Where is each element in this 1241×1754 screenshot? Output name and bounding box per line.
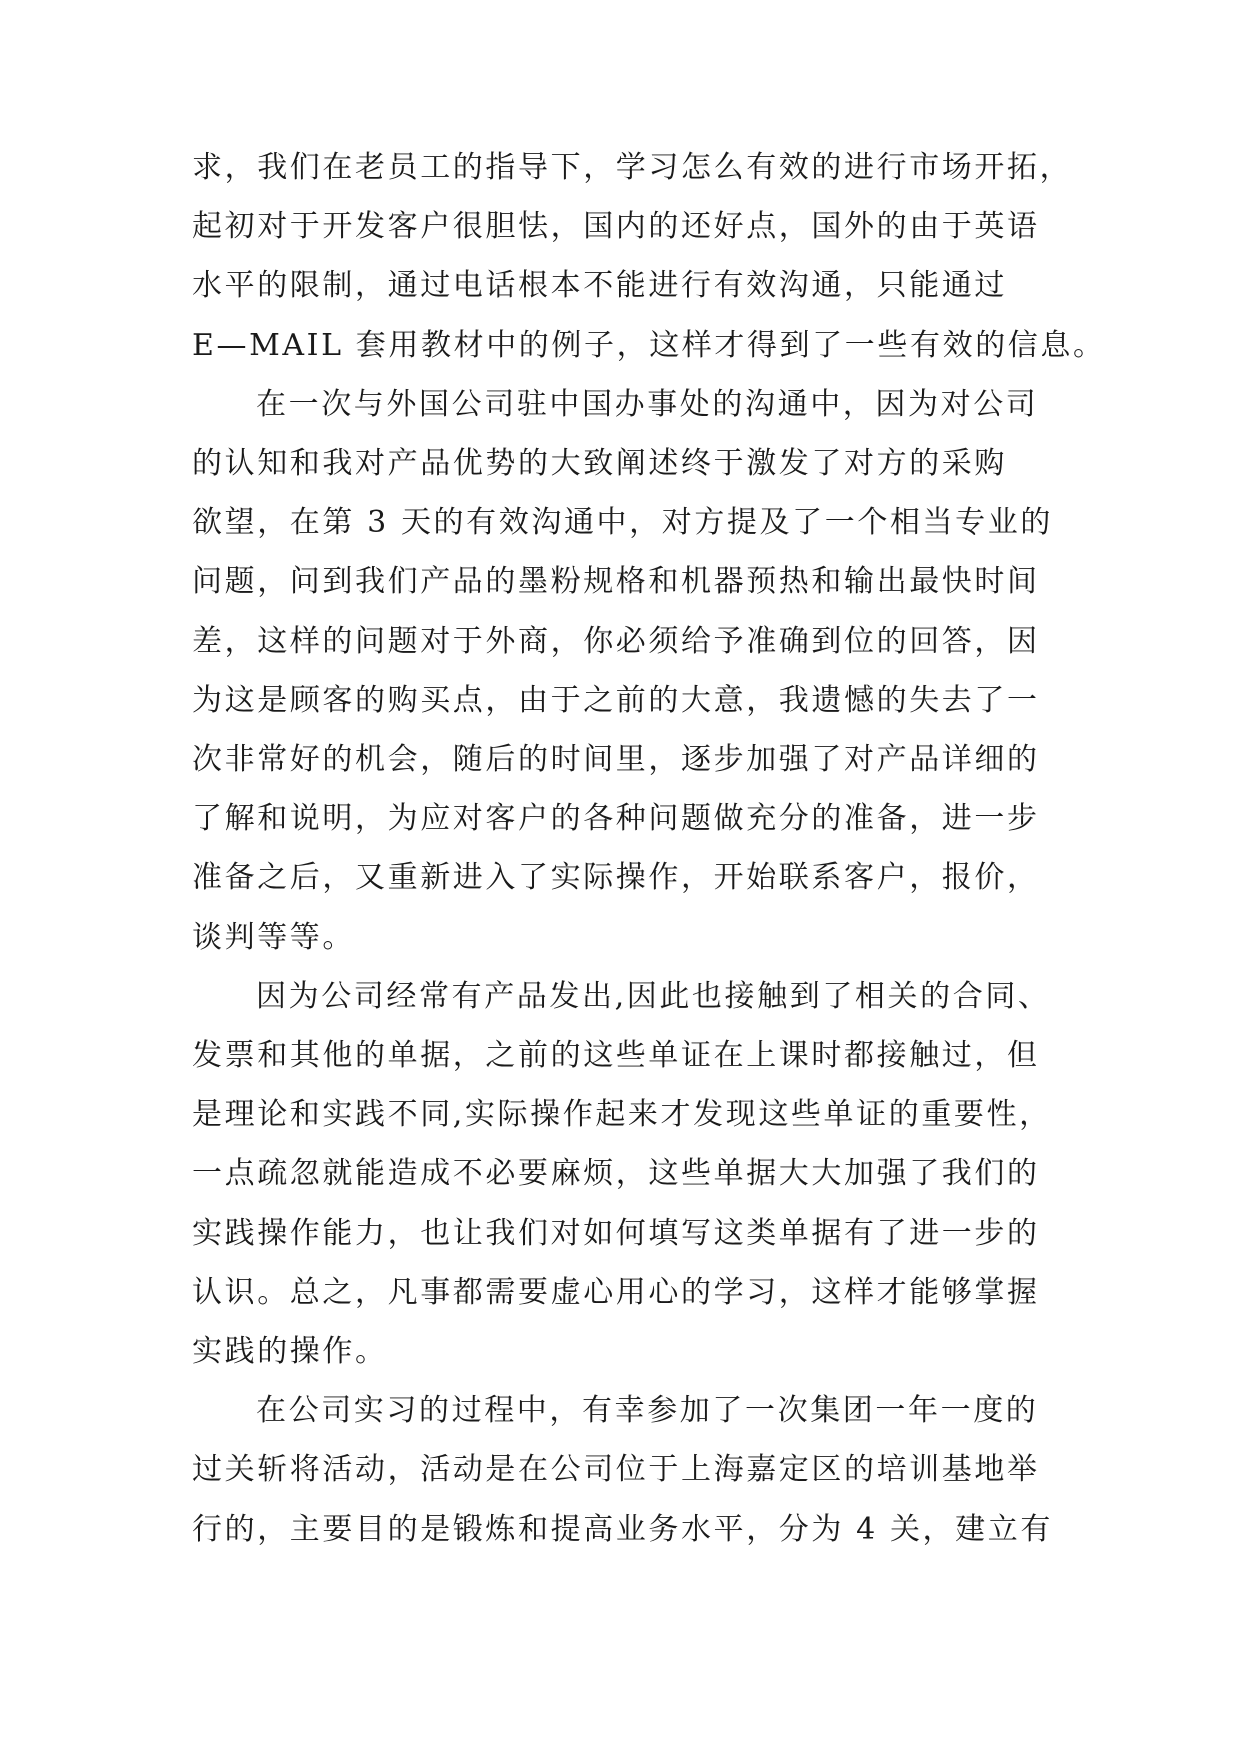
text-line: 过关斩将活动，活动是在公司位于上海嘉定区的培训基地举 [192,1452,1040,1488]
text-line: 发票和其他的单据，之前的这些单证在上课时都接触过，但 [192,1038,1040,1073]
text-line: 因为公司经常有产品发出,因此也接触到了相关的合同、 [256,978,1051,1014]
text-line: 次非常好的机会，随后的时间里，逐步加强了对产品详细的 [192,742,1040,777]
text-line: 欲望，在第 3 天的有效沟通中，对方提及了一个相当专业的 [192,505,1053,541]
text-line: E—MAIL 套用教材中的例子，这样才得到了一些有效的信息。 [192,327,1106,363]
text-line: 在一次与外国公司驻中国办事处的沟通中，因为对公司 [256,386,1039,422]
text-line: 一点疏忽就能造成不必要麻烦，这些单据大大加强了我们的 [192,1156,1040,1192]
text-line: 了解和说明，为应对客户的各种问题做充分的准备，进一步 [192,801,1040,837]
text-line: 行的，主要目的是锻炼和提高业务水平，分为 4 关，建立有 [192,1511,1053,1547]
text-line: 是理论和实践不同,实际操作起来才发现这些单证的重要性， [192,1097,1052,1133]
text-line: 准备之后，又重新进入了实际操作，开始联系客户，报价， [192,860,1040,896]
text-line: 起初对于开发客户很胆怯，国内的还好点，国外的由于英语 [192,209,1040,245]
text-line: 认识。总之，凡事都需要虚心用心的学习，这样才能够掌握 [192,1274,1040,1310]
text-line: 在公司实习的过程中，有幸参加了一次集团一年一度的 [256,1393,1039,1429]
text-line: 的认知和我对产品优势的大致阐述终于激发了对方的采购 [192,446,1007,481]
text-line: 求，我们在老员工的指导下，学习怎么有效的进行市场开拓， [192,150,1073,185]
text-line: 差，这样的问题对于外商，你必须给予准确到位的回答，因 [192,623,1040,659]
text-line: 实践操作能力，也让我们对如何填写这类单据有了进一步的 [192,1215,1040,1251]
text-line: 问题，问到我们产品的墨粉规格和机器预热和输出最快时间 [192,564,1040,600]
text-line: 水平的限制，通过电话根本不能进行有效沟通，只能通过 [192,268,1007,304]
text-line: 为这是顾客的购买点，由于之前的大意，我遗憾的失去了一 [192,682,1040,718]
text-line: 实践的操作。 [192,1334,388,1369]
text-line: 谈判等等。 [192,919,355,955]
